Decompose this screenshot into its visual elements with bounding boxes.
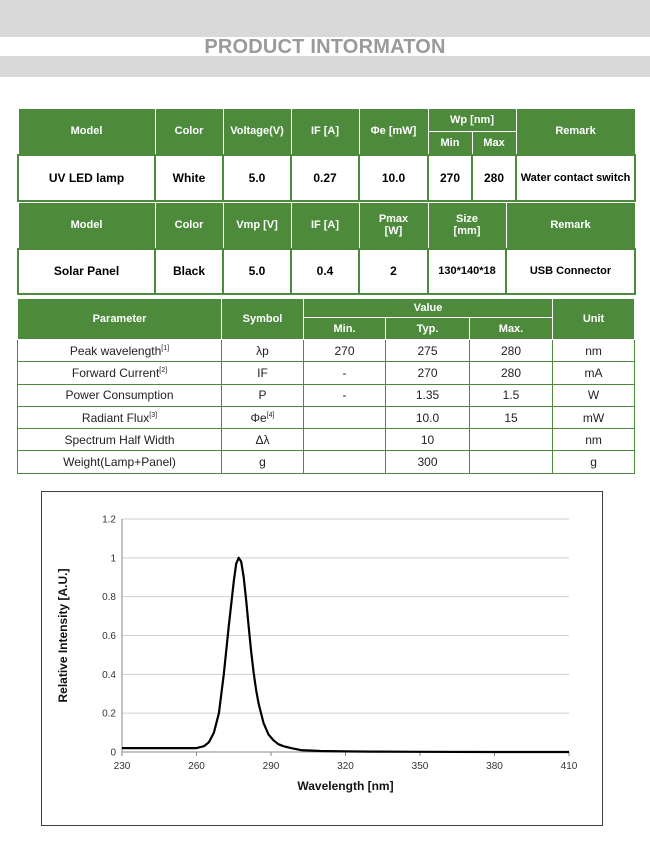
y-tick-label: 0.4 [102,669,116,681]
cell-size: 130*140*18 [428,249,506,294]
table-row [18,249,635,294]
cell-max [470,406,553,428]
cell-typ-text: 10 [420,432,435,447]
cell-unit [553,362,635,384]
table-row [18,155,635,201]
cell-unit-text: nm [585,343,602,358]
header-size [428,203,506,249]
y-tick-label: 0.2 [102,708,116,720]
x-tick-label: 230 [113,761,131,772]
table-row [18,429,635,451]
header-model: Model [18,203,155,249]
cell-unit-text: W [587,388,600,403]
cell-min [304,384,386,406]
cell-unit [553,451,635,473]
x-tick-label: 350 [411,761,429,772]
cell-model: Solar Panel [18,249,155,294]
x-tick-label: 290 [262,761,280,772]
cell-min [304,429,386,451]
parameter-rows [18,340,635,474]
cell-typ-text: 1.35 [415,388,440,403]
table-row [18,406,635,428]
table-row [18,451,635,473]
lamp-spec-table [17,108,636,202]
cell-symbol [222,362,304,384]
header-wp-max: Max [472,132,516,155]
panel-spec-table [17,202,636,295]
x-tick-label: 320 [337,761,354,772]
cell-color: White [155,155,223,201]
cell-symbol-text: Φe [250,410,267,425]
page-title: PRODUCT INTORMATON [204,36,446,58]
cell-vmp: 5.0 [223,249,291,294]
cell-min-text: - [342,388,347,403]
header-typ: Typ. [386,318,470,340]
cell-typ [386,362,470,384]
cell-max-text: 15 [504,410,518,425]
cell-min [304,451,386,473]
cell-max [470,451,553,473]
cell-unit-text: nm [585,432,602,447]
x-tick-label: 410 [560,761,578,772]
header-symbol: Symbol [222,299,304,340]
cell-typ [386,340,470,362]
y-tick-label: 1 [110,553,116,565]
header-pmax-line2: [W] [384,225,403,238]
parameter-table [17,298,635,474]
cell-symbol-text: IF [257,365,268,380]
header-if: IF [A] [291,203,359,249]
cell-typ [386,406,470,428]
header-value: Value [304,299,553,318]
cell-parameter [18,340,222,362]
cell-typ-text: 275 [417,343,438,358]
header-model: Model [18,109,155,155]
cell-max [470,362,553,384]
cell-unit-text: mA [584,365,603,380]
x-axis-title: Wavelength [nm] [297,779,394,793]
cell-remark: Water contact switch [516,155,635,201]
cell-min-text: 270 [334,343,355,358]
cell-model: UV LED lamp [18,155,155,201]
header-band-bottom [0,56,650,77]
cell-color: Black [155,249,223,294]
cell-parameter-note: [3] [149,411,158,419]
cell-symbol-text: g [259,455,266,470]
spectrum-chart [41,491,603,826]
cell-wp-min: 270 [428,155,472,201]
cell-unit-text: mW [582,410,605,425]
cell-parameter [18,362,222,384]
cell-max-text: 280 [501,365,522,380]
cell-unit [553,384,635,406]
cell-unit [553,406,635,428]
cell-unit [553,429,635,451]
header-unit: Unit [553,299,635,340]
cell-max-text: 1.5 [502,388,520,403]
cell-min [304,362,386,384]
cell-unit [553,340,635,362]
cell-symbol [222,406,304,428]
x-tick-label: 260 [188,761,205,772]
header-size-line1: Size [455,213,478,226]
cell-max-text: 280 [501,343,522,358]
header-pmax-line1: Pmax [378,213,409,226]
cell-symbol [222,340,304,362]
cell-symbol-text: Δλ [255,432,270,447]
header-pmax [359,203,428,249]
cell-unit-text: g [590,455,597,470]
header-max: Max. [470,318,553,340]
cell-parameter-text: Weight(Lamp+Panel) [63,455,176,470]
cell-if: 0.27 [291,155,359,201]
cell-typ-text: 10.0 [415,410,440,425]
cell-symbol [222,451,304,473]
cell-parameter-text: Radiant Flux [81,410,150,425]
cell-min [304,406,386,428]
header-size-line2: [mm] [453,225,481,238]
cell-parameter-note: [2] [159,366,168,374]
series-line [122,558,569,752]
cell-typ [386,451,470,473]
header-wp: Wp [nm] [428,109,516,132]
cell-symbol-note: [4] [266,411,275,419]
cell-max [470,429,553,451]
table-row [18,340,635,362]
cell-min [304,340,386,362]
y-axis-title: Relative Intensity [A.U.] [56,568,70,703]
cell-wp-max: 280 [472,155,516,201]
y-tick-label: 0.8 [102,592,116,604]
header-voltage: Voltage(V) [223,109,291,155]
table-row [18,384,635,406]
cell-parameter [18,384,222,406]
header-vmp: Vmp [V] [223,203,291,249]
cell-min-text: - [342,365,347,380]
header-phie: Φe [mW] [359,109,428,155]
cell-symbol [222,429,304,451]
header-wp-min: Min [428,132,472,155]
header-remark: Remark [516,109,635,155]
cell-typ-text: 300 [417,455,438,470]
cell-remark: USB Connector [506,249,635,294]
cell-typ-text: 270 [417,365,438,380]
header-color: Color [155,203,223,249]
cell-phie: 10.0 [359,155,428,201]
header-band-top [0,0,650,37]
header-if: IF [A] [291,109,359,155]
cell-max [470,384,553,406]
cell-parameter [18,406,222,428]
y-tick-label: 1.2 [102,514,116,526]
cell-parameter-text: Spectrum Half Width [64,432,175,447]
y-tick-label: 0.6 [102,631,116,642]
cell-pmax: 2 [359,249,428,294]
y-tick-label: 0 [110,747,116,759]
cell-typ [386,384,470,406]
cell-voltage: 5.0 [223,155,291,201]
table-row [18,362,635,384]
cell-if: 0.4 [291,249,359,294]
x-tick-label: 380 [486,761,503,772]
cell-max [470,340,553,362]
cell-parameter-text: Power Consumption [65,388,174,403]
header-min: Min. [304,318,386,340]
cell-symbol-text: λp [256,343,269,358]
cell-symbol [222,384,304,406]
cell-parameter-note: [1] [161,344,170,352]
cell-symbol-text: P [258,388,267,403]
cell-parameter-text: Peak wavelength [69,343,162,358]
cell-parameter [18,429,222,451]
header-remark: Remark [506,203,635,249]
header-color: Color [155,109,223,155]
cell-parameter-text: Forward Current [71,365,160,380]
cell-typ [386,429,470,451]
cell-parameter [18,451,222,473]
header-parameter: Parameter [18,299,222,340]
spectrum-chart-svg [42,492,604,827]
